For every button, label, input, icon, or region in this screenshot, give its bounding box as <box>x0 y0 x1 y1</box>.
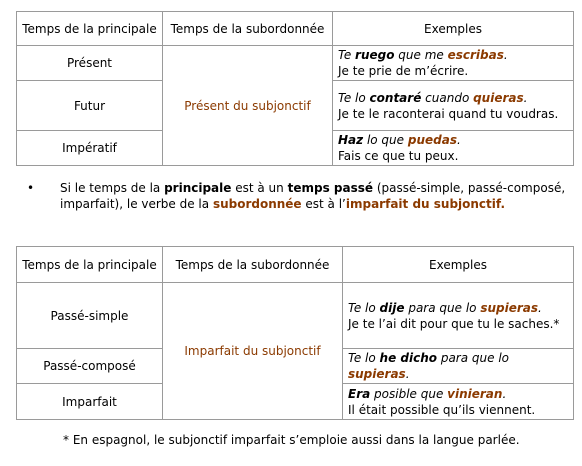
example-futur <box>333 81 574 131</box>
header-principale: Temps de la principale <box>17 12 163 46</box>
tense-imperatif: Impératif <box>17 131 163 166</box>
header-principale: Temps de la principale <box>17 247 163 283</box>
example-imparfait <box>343 384 574 420</box>
example-french: Je te le raconterai quand tu voudras. <box>338 106 559 121</box>
imperfect-subjunctive-table <box>16 246 574 420</box>
example-french: Fais ce que tu peux. <box>338 149 459 163</box>
example-spanish: Te lo he dicho para que lo supieras. <box>348 351 509 381</box>
tense-futur: Futur <box>17 81 163 131</box>
tense-passe-compose: Passé-composé <box>17 349 163 384</box>
subordinate-tense-imparfait-subjonctif: Imparfait du subjonctif <box>163 283 343 420</box>
example-french: Il était possible qu’ils viennent. <box>348 402 536 417</box>
example-spanish: Te ruego que me escribas. <box>338 48 508 62</box>
example-passe-simple <box>343 283 574 349</box>
tense-passe-simple: Passé-simple <box>17 283 163 349</box>
example-spanish: Te lo dije para que lo supieras. <box>348 300 542 315</box>
example-french: Je te l’ai dit pour que tu le saches.* <box>348 316 560 331</box>
header-subordonnee: Temps de la subordonnée <box>163 247 343 283</box>
tense-present: Présent <box>17 46 163 81</box>
example-french: Je te prie de m’écrire. <box>338 64 469 78</box>
header-subordonnee: Temps de la subordonnée <box>163 12 333 46</box>
present-subjunctive-table <box>16 11 574 166</box>
example-spanish: Era posible que vinieran. <box>348 386 507 401</box>
example-spanish: Te lo contaré cuando quieras. <box>338 90 528 105</box>
header-exemples: Exemples <box>333 12 574 46</box>
rule-text: Si le temps de la principale est à un temps passé (passé-simple, passé-composé, imparfait), le verbe de la subordonnée est à l’imparfait du subjonctif. <box>60 181 566 211</box>
tense-imparfait: Imparfait <box>17 384 163 420</box>
example-passe-compose <box>343 349 574 384</box>
example-imperatif <box>333 131 574 166</box>
subordinate-tense-present-subjonctif: Présent du subjonctif <box>163 46 333 166</box>
bullet-icon: • <box>27 181 35 195</box>
example-spanish: Haz lo que puedas. <box>338 133 461 147</box>
footnote: * En espagnol, le subjonctif imparfait s’emploie aussi dans la langue parlée. <box>63 433 520 447</box>
header-exemples: Exemples <box>343 247 574 283</box>
example-present <box>333 46 574 81</box>
